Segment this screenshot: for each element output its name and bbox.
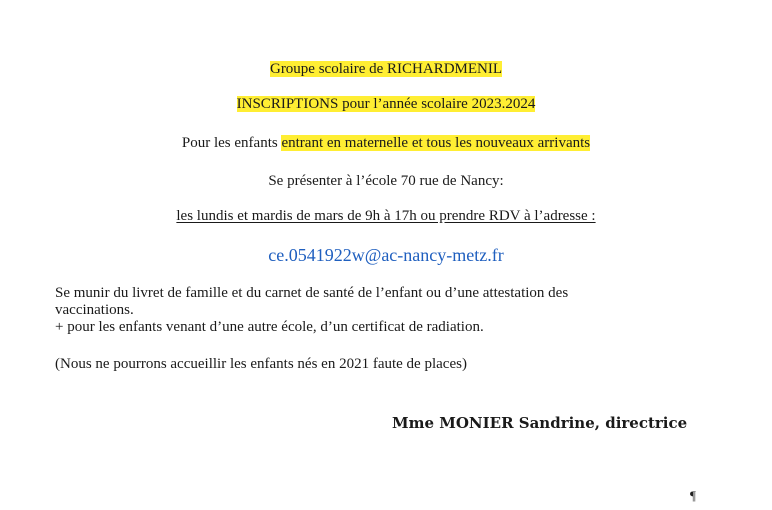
children-line-prefix: Pour les enfants <box>181 135 282 151</box>
email-line <box>0 244 772 268</box>
children-line-highlight: entrant en maternelle et tous les nouveaux arrivants <box>281 135 591 151</box>
registration-title-line <box>0 95 772 113</box>
schedule-line <box>0 207 772 225</box>
documents-line-3: + pour les enfants venant d’une autre école, d’un certificat de radiation. <box>55 319 484 335</box>
paragraph-mark: ¶ <box>690 488 696 503</box>
children-line <box>0 134 772 152</box>
documents-line-2: vaccinations. <box>55 302 134 318</box>
note-paragraph: (Nous ne pourrons accueillir les enfants nés en 2021 faute de places) <box>55 356 467 372</box>
present-line: Se présenter à l’école 70 rue de Nancy: <box>268 173 504 189</box>
email-link[interactable]: ce.0541922w@ac-nancy-metz.fr <box>268 245 504 265</box>
documents-paragraph <box>55 285 615 336</box>
signature: Mme MONIER Sandrine, directrice <box>392 414 688 432</box>
documents-line-1: Se munir du livret de famille et du carnet de santé de l’enfant ou d’une attestation des <box>55 285 569 301</box>
school-title: Groupe scolaire de RICHARDMENIL <box>269 61 503 77</box>
schedule-text: les lundis et mardis de mars de 9h à 17h ou prendre RDV à l’adresse : <box>176 208 596 224</box>
registration-title: INSCRIPTIONS pour l’année scolaire 2023.2024 <box>236 96 536 112</box>
school-title-line <box>0 60 772 78</box>
